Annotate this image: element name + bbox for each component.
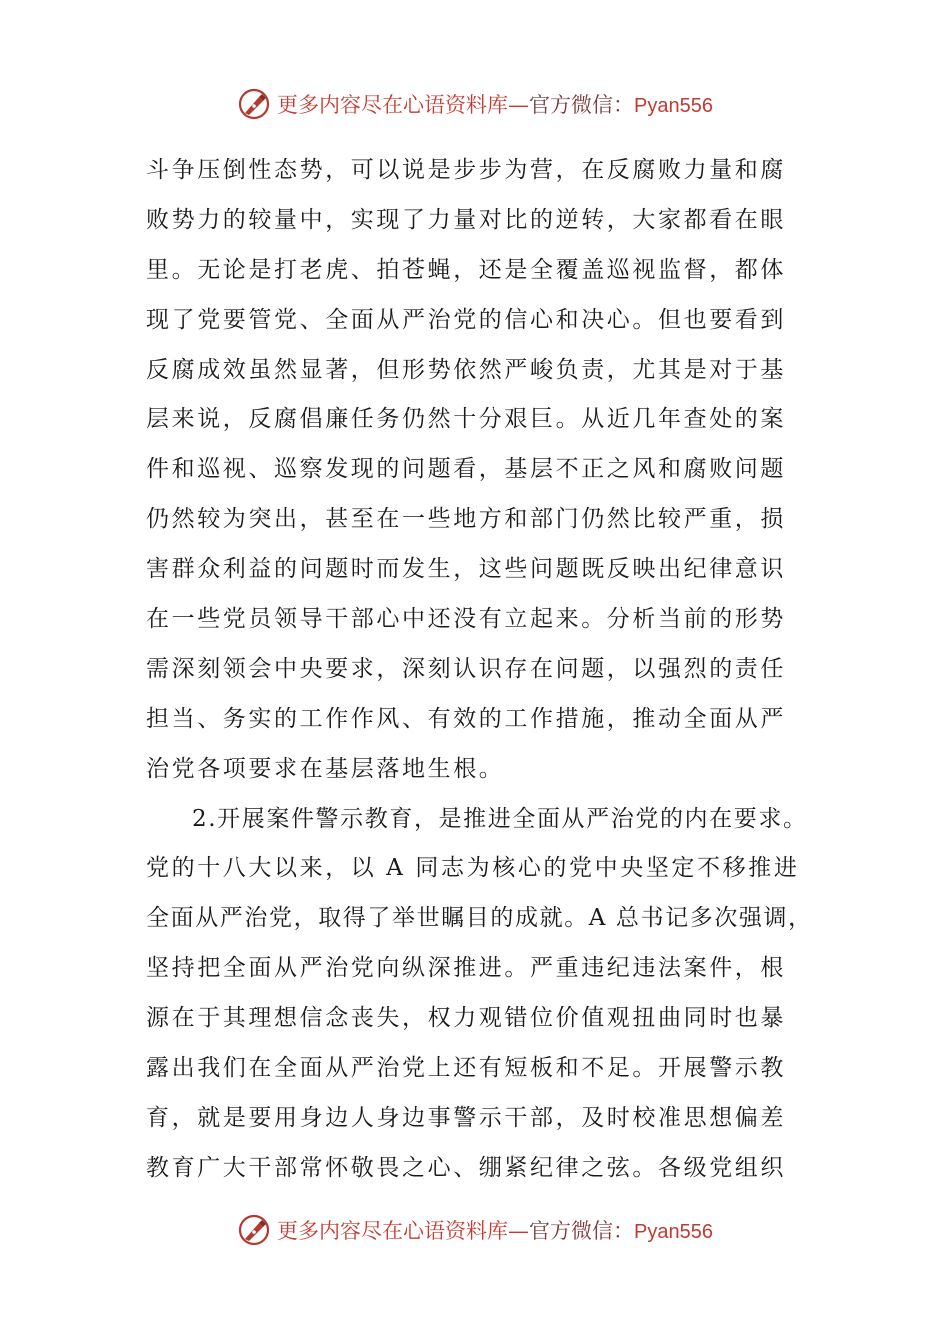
banner-title: 更多内容尽在心语资料库: [277, 1219, 509, 1243]
header-banner: [0, 84, 950, 124]
banner-separator: —: [508, 93, 530, 117]
pen-nib-logo-icon: [237, 87, 271, 121]
pen-nib-logo-icon: [237, 1213, 271, 1247]
footer-banner-inner: [237, 1213, 713, 1247]
body-line: 坚持把全面从严治党向纵深推进。严重违纪违法案件，根: [146, 955, 786, 982]
banner-title: 更多内容尽在心语资料库: [277, 93, 509, 117]
body-line: 党的十八大以来，以 A 同志为核心的党中央坚定不移推进: [146, 855, 800, 882]
body-line: 需深刻领会中央要求，深刻认识存在问题，以强烈的责任: [146, 655, 786, 682]
banner-wechat-id: Pyan556: [634, 1221, 713, 1243]
body-line: 在一些党员领导干部心中还没有立起来。分析当前的形势: [146, 606, 786, 633]
header-banner-inner: [237, 87, 713, 121]
body-line: 源在于其理想信念丧失，权力观错位价值观扭曲同时也暴: [146, 1005, 786, 1032]
body-line: 治党各项要求在基层落地生根。: [146, 755, 505, 782]
body-line: 层来说，反腐倡廉任务仍然十分艰巨。从近几年查处的案: [146, 406, 786, 433]
body-line: 件和巡视、巡察发现的问题看，基层不正之风和腐败问题: [146, 456, 786, 483]
header-banner-text: [277, 89, 713, 119]
body-line: 斗争压倒性态势，可以说是步步为营，在反腐败力量和腐: [146, 157, 786, 183]
document-body: [146, 146, 813, 1194]
body-line: 育，就是要用身边人身边事警示干部，及时校准思想偏差: [146, 1104, 786, 1131]
footer-banner-text: [277, 1215, 713, 1245]
banner-wechat-id: Pyan556: [634, 95, 713, 117]
body-line: 害群众利益的问题时而发生，这些问题既反映出纪律意识: [146, 556, 786, 583]
banner-wechat-label: 官方微信：: [529, 1219, 635, 1243]
body-line: 败势力的较量中，实现了力量对比的逆转，大家都看在眼: [146, 206, 786, 233]
body-line: 现了党要管党、全面从严治党的信心和决心。但也要看到: [146, 306, 786, 333]
body-line: 里。无论是打老虎、拍苍蝇，还是全覆盖巡视监督，都体: [146, 256, 786, 283]
footer-banner: [0, 1210, 950, 1250]
body-line: 反腐成效虽然显著，但形势依然严峻负责，尤其是对于基: [146, 356, 786, 383]
section-heading-line: 2.开展案件警示教育，是推进全面从严治党的内在要求。: [192, 805, 808, 832]
body-line: 全面从严治党，取得了举世瞩目的成就。A 总书记多次强调，: [146, 905, 813, 932]
banner-wechat-label: 官方微信：: [529, 93, 635, 117]
body-line: 担当、务实的工作作风、有效的工作措施，推动全面从严: [146, 705, 786, 732]
body-line: 露出我们在全面从严治党上还有短板和不足。开展警示教: [146, 1055, 786, 1082]
banner-separator: —: [508, 1219, 530, 1243]
body-line: 教育广大干部常怀敬畏之心、绷紧纪律之弦。各级党组织: [146, 1154, 786, 1181]
body-line: 仍然较为突出，甚至在一些地方和部门仍然比较严重，损: [146, 506, 786, 533]
